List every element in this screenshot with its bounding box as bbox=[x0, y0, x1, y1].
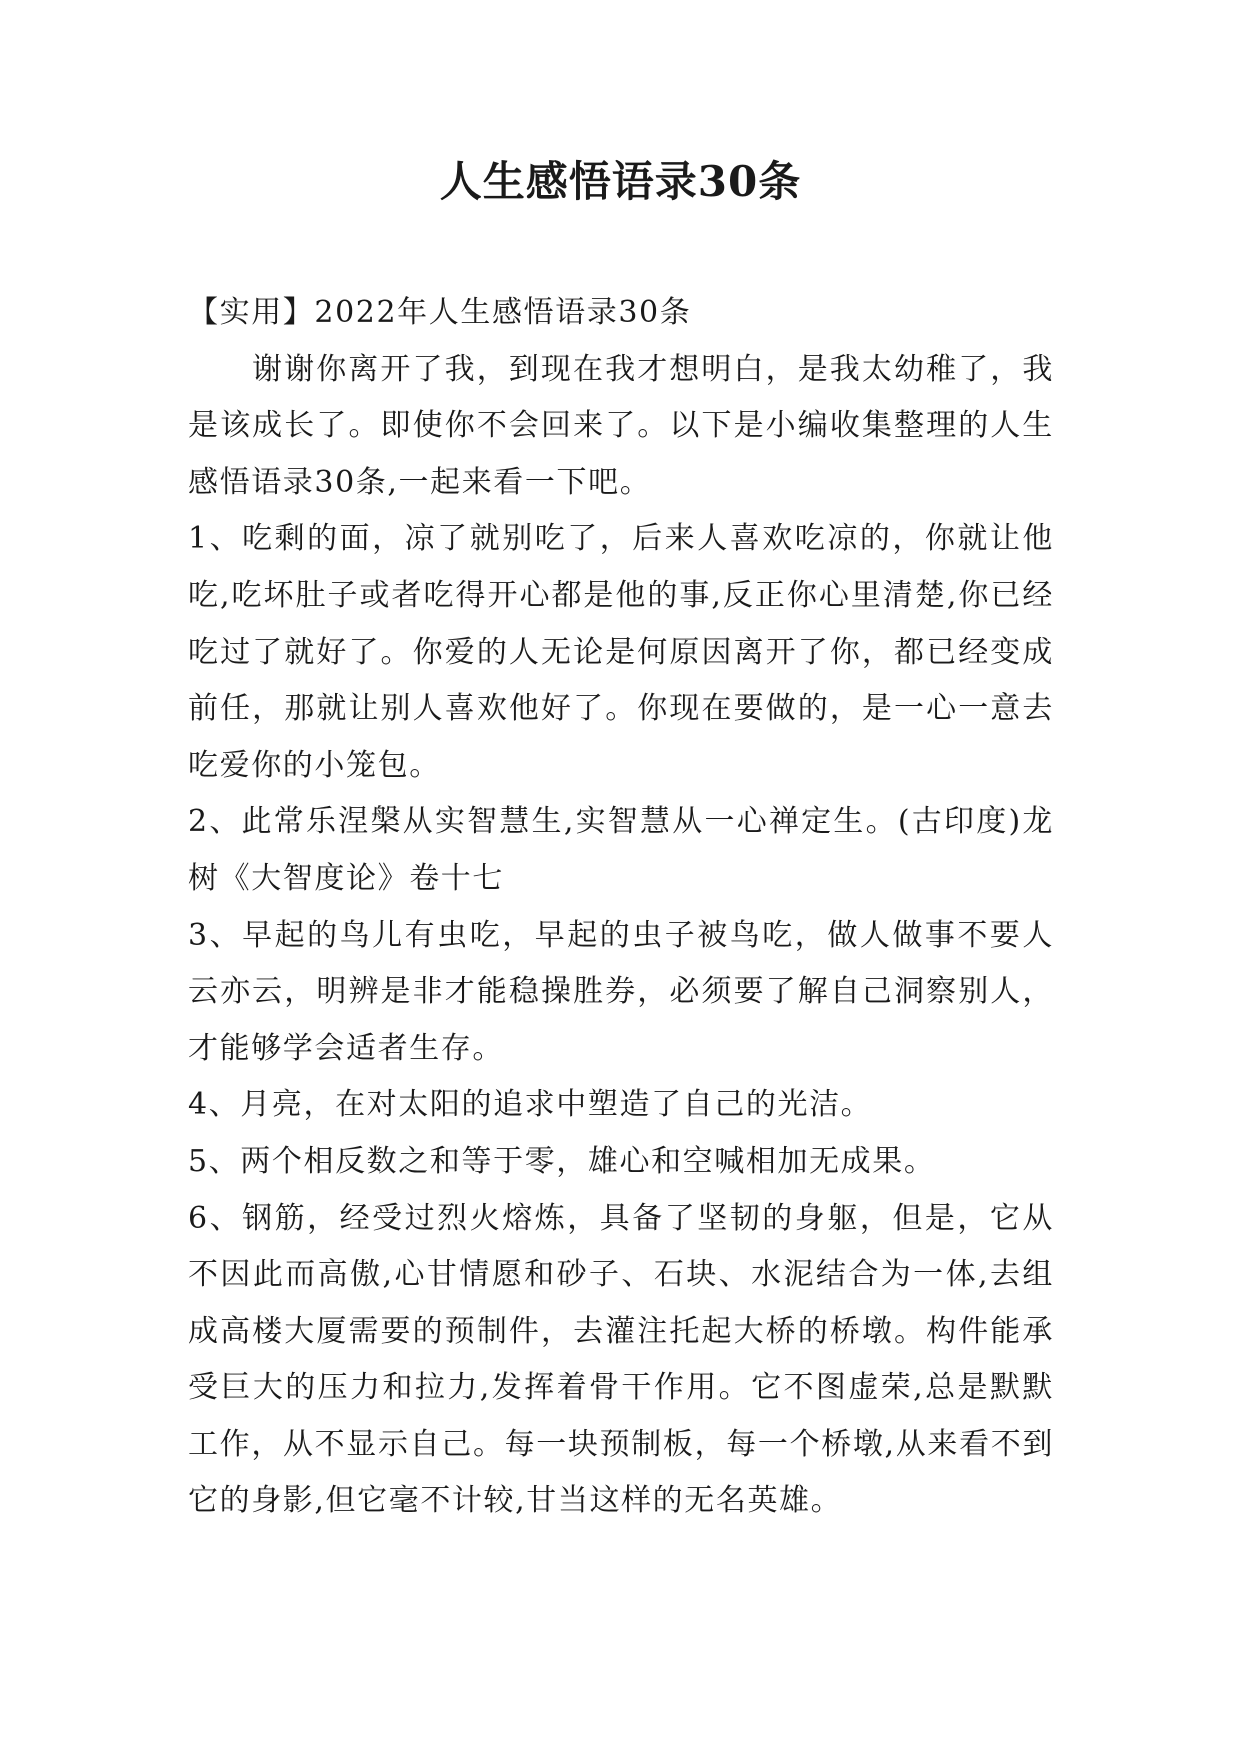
document-title: 人生感悟语录30条 bbox=[439, 157, 802, 206]
paragraph-item-5: 5、两个相反数之和等于零，雄心和空喊相加无成果。 bbox=[188, 1143, 936, 1179]
document-body bbox=[188, 285, 1054, 1530]
paragraph-item-2: 2、此常乐涅槃从实智慧生,实智慧从一心禅定生。(古印度)龙树《大智度论》卷十七 bbox=[188, 804, 1054, 896]
paragraph-item-3: 3、早起的鸟儿有虫吃，早起的虫子被鸟吃，做人做事不要人云亦云，明辨是非才能稳操胜券，必须要了解自己洞察别人，才能够学会适者生存。 bbox=[188, 917, 1054, 1066]
paragraph-item-1: 1、吃剩的面，凉了就别吃了，后来人喜欢吃凉的，你就让他吃,吃坏肚子或者吃得开心都是他的事,反正你心里清楚,你已经吃过了就好了。你爱的人无论是何原因离开了你，都已经变成前任，那就让别人喜欢他好了。你现在要做的，是一心一意去吃爱你的小笼包。 bbox=[188, 521, 1054, 783]
paragraph-item-6: 6、钢筋，经受过烈火熔炼，具备了坚韧的身躯，但是，它从不因此而高傲,心甘情愿和砂子、石块、水泥结合为一体,去组成高楼大厦需要的预制件，去灌注托起大桥的桥墩。构件能承受巨大的压力和拉力,发挥着骨干作用。它不图虚荣,总是默默工作，从不显示自己。每一块预制板，每一个桥墩,从来看不到它的身影,但它毫不计较,甘当这样的无名英雄。 bbox=[188, 1200, 1054, 1519]
paragraph-heading: 【实用】2022年人生感悟语录30条 bbox=[188, 295, 692, 330]
paragraph-intro: 谢谢你离开了我，到现在我才想明白，是我太幼稚了，我是该成长了。即使你不会回来了。以下是小编收集整理的人生感悟语录30条,一起来看一下吧。 bbox=[188, 351, 1054, 500]
paragraph-item-4: 4、月亮，在对太阳的追求中塑造了自己的光洁。 bbox=[188, 1087, 873, 1123]
